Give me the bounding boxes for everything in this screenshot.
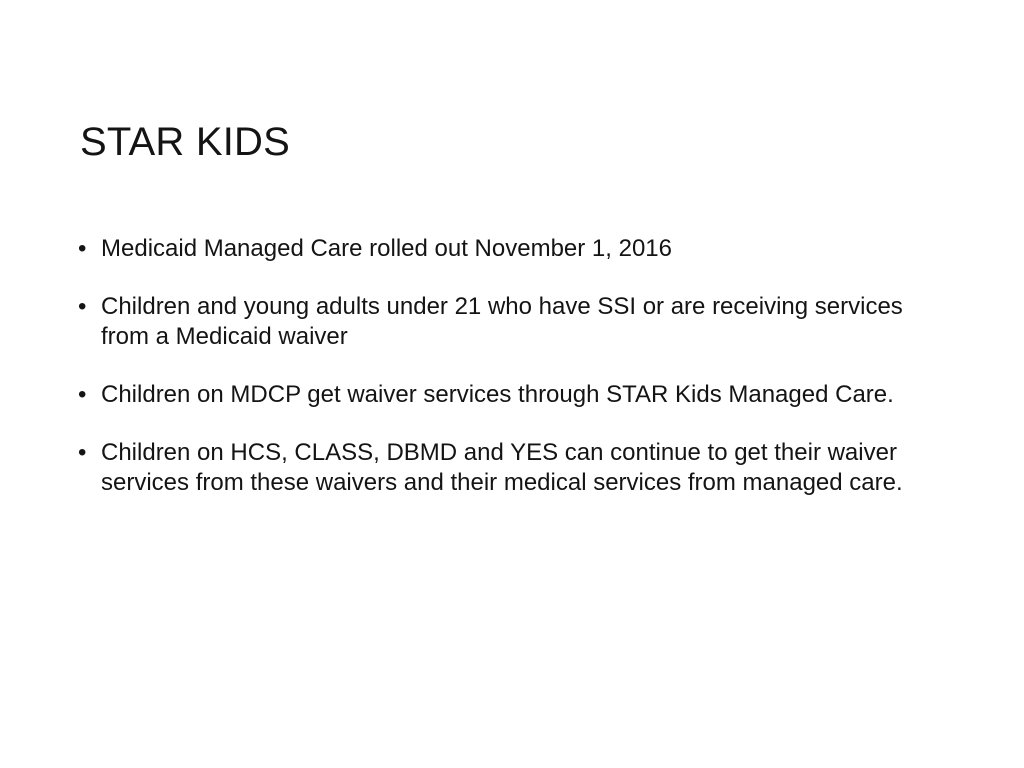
slide-title: STAR KIDS	[80, 120, 290, 164]
bullet-item-rollout: • Medicaid Managed Care rolled out November 1, 2016	[78, 234, 938, 264]
bullet-item-other-waivers: • Children on HCS, CLASS, DBMD and YES can continue to get their waiver services from these waivers and their medical services from managed care.	[78, 438, 938, 498]
bullet-item-mdcp: • Children on MDCP get waiver services through STAR Kids Managed Care.	[78, 380, 938, 410]
bullet-item-eligibility: • Children and young adults under 21 who have SSI or are receiving services from a Medicaid waiver	[78, 292, 938, 352]
bullet-list	[78, 234, 938, 498]
